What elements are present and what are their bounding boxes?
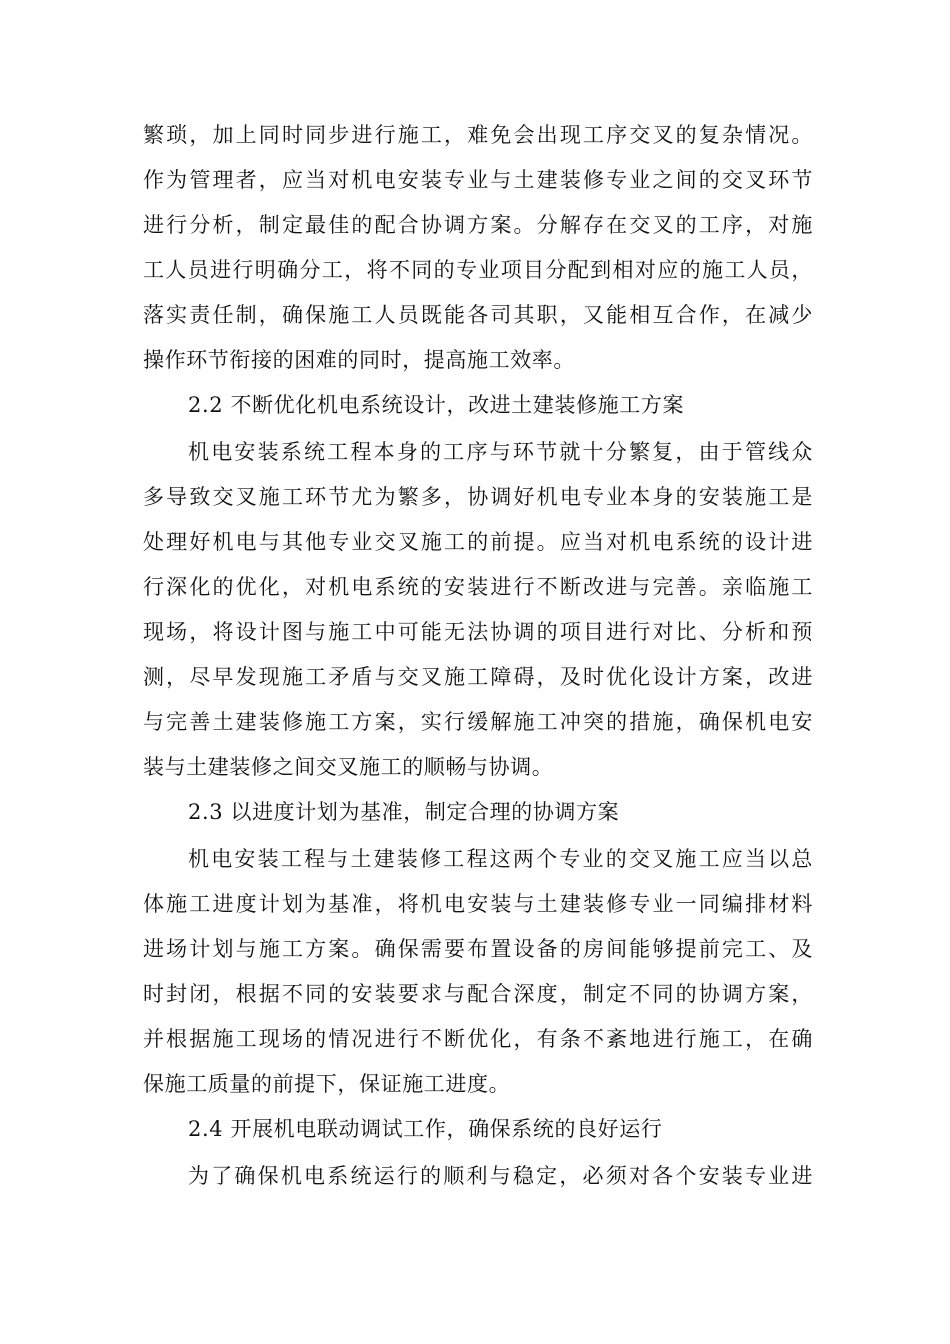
paragraph-line: 体施工进度计划为基准，将机电安装与土建装修专业一同编排材料 xyxy=(143,892,813,916)
section-heading-2-4: 2.4 开展机电联动调试工作，确保系统的良好运行 xyxy=(188,1117,663,1141)
paragraph-line: 进场计划与施工方案。确保需要布置设备的房间能够提前完工、及 xyxy=(143,937,813,961)
paragraph-line: 作为管理者，应当对机电安装专业与土建装修专业之间的交叉环节 xyxy=(143,168,813,192)
section-heading-2-3: 2.3 以进度计划为基准，制定合理的协调方案 xyxy=(188,800,620,824)
paragraph-line: 机电安装系统工程本身的工序与环节就十分繁复，由于管线众 xyxy=(188,440,813,464)
paragraph-line: 测，尽早发现施工矛盾与交叉施工障碍，及时优化设计方案，改进 xyxy=(143,665,813,689)
paragraph-line: 并根据施工现场的情况进行不断优化，有条不紊地进行施工，在确 xyxy=(143,1027,813,1051)
paragraph-line: 与完善土建装修施工方案，实行缓解施工冲突的措施，确保机电安 xyxy=(143,710,813,734)
paragraph-line: 繁琐，加上同时同步进行施工，难免会出现工序交叉的复杂情况。 xyxy=(143,123,813,147)
paragraph-line: 现场，将设计图与施工中可能无法协调的项目进行对比、分析和预 xyxy=(143,620,813,644)
paragraph-line: 时封闭，根据不同的安装要求与配合深度，制定不同的协调方案， xyxy=(143,982,813,1006)
paragraph-line: 机电安装工程与土建装修工程这两个专业的交叉施工应当以总 xyxy=(188,847,813,871)
paragraph-line: 处理好机电与其他专业交叉施工的前提。应当对机电系统的设计进 xyxy=(143,530,813,554)
paragraph-line: 工人员进行明确分工，将不同的专业项目分配到相对应的施工人员， xyxy=(143,258,813,282)
paragraph-line: 装与土建装修之间交叉施工的顺畅与协调。 xyxy=(143,755,554,779)
paragraph-line: 多导致交叉施工环节尤为繁多，协调好机电专业本身的安装施工是 xyxy=(143,485,813,509)
paragraph-line: 行深化的优化，对机电系统的安装进行不断改进与完善。亲临施工 xyxy=(143,575,813,599)
paragraph-line: 为了确保机电系统运行的顺利与稳定，必须对各个安装专业进 xyxy=(188,1164,813,1188)
paragraph-line: 进行分析，制定最佳的配合协调方案。分解存在交叉的工序，对施 xyxy=(143,213,813,237)
section-heading-2-2: 2.2 不断优化机电系统设计，改进土建装修施工方案 xyxy=(188,393,685,417)
paragraph-line: 落实责任制，确保施工人员既能各司其职，又能相互合作，在减少 xyxy=(143,303,813,327)
paragraph-line: 保施工质量的前提下，保证施工进度。 xyxy=(143,1072,511,1096)
paragraph-line: 操作环节衔接的困难的同时，提高施工效率。 xyxy=(143,348,575,372)
